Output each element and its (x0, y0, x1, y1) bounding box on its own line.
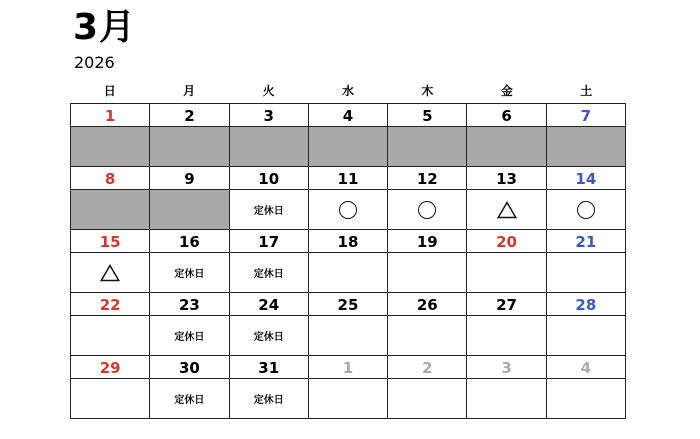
circle-icon (339, 201, 357, 219)
date-number: 24 (230, 293, 308, 316)
date-cell[interactable] (467, 356, 546, 419)
date-cell[interactable] (547, 293, 626, 356)
date-number: 10 (230, 167, 308, 190)
weekday-saturday: 土 (580, 84, 593, 98)
date-cell[interactable] (547, 230, 626, 293)
date-cell[interactable] (467, 230, 546, 293)
closed-day-label: 定休日 (253, 332, 284, 343)
date-shaded-block (71, 190, 149, 229)
circle-icon (418, 201, 436, 219)
date-number: 3 (230, 104, 308, 127)
weekday-header (70, 82, 626, 100)
date-cell[interactable] (547, 356, 626, 419)
date-status-area (150, 316, 228, 355)
closed-day-label: 定休日 (253, 206, 284, 217)
date-number: 5 (388, 104, 466, 127)
date-number: 1 (71, 104, 149, 127)
weekday-thursday: 木 (421, 84, 434, 98)
date-status-area (388, 316, 466, 355)
date-number: 1 (309, 356, 387, 379)
date-cell[interactable] (309, 230, 388, 293)
date-cell[interactable] (309, 167, 388, 230)
date-status-area (547, 379, 625, 418)
date-cell[interactable] (150, 230, 229, 293)
date-shaded-block (71, 127, 149, 166)
date-cell[interactable] (309, 356, 388, 419)
date-number: 30 (150, 356, 228, 379)
date-number: 4 (309, 104, 387, 127)
date-shaded-block (547, 127, 625, 166)
date-cell[interactable] (71, 293, 150, 356)
date-number: 2 (150, 104, 228, 127)
date-shaded-block (150, 127, 228, 166)
closed-day-label: 定休日 (253, 269, 284, 280)
date-number: 4 (547, 356, 625, 379)
date-number: 29 (71, 356, 149, 379)
date-cell[interactable] (388, 104, 467, 167)
date-cell[interactable] (150, 293, 229, 356)
date-cell[interactable] (71, 104, 150, 167)
date-shaded-block (309, 127, 387, 166)
date-cell[interactable] (71, 356, 150, 419)
date-number: 27 (467, 293, 545, 316)
date-shaded-block (467, 127, 545, 166)
date-status-area (467, 190, 545, 229)
weekday-wednesday: 水 (341, 84, 354, 98)
date-number: 6 (467, 104, 545, 127)
date-status-area (150, 253, 228, 292)
date-status-area (230, 316, 308, 355)
date-status-area (309, 253, 387, 292)
date-status-area (388, 379, 466, 418)
date-status-area (309, 379, 387, 418)
date-cell[interactable] (230, 104, 309, 167)
date-number: 25 (309, 293, 387, 316)
date-cell[interactable] (71, 167, 150, 230)
date-status-area (71, 253, 149, 292)
date-shaded-block (150, 190, 228, 229)
triangle-icon (497, 201, 517, 219)
date-number: 19 (388, 230, 466, 253)
date-number: 14 (547, 167, 625, 190)
date-status-area (467, 316, 545, 355)
weekday-friday: 金 (500, 84, 513, 98)
date-cell[interactable] (309, 104, 388, 167)
date-number: 9 (150, 167, 228, 190)
date-number: 13 (467, 167, 545, 190)
date-number: 17 (230, 230, 308, 253)
date-number: 12 (388, 167, 466, 190)
date-status-area (388, 190, 466, 229)
date-number: 23 (150, 293, 228, 316)
date-status-area (230, 190, 308, 229)
date-cell[interactable] (150, 167, 229, 230)
date-status-area (467, 379, 545, 418)
date-number: 7 (547, 104, 625, 127)
date-cell[interactable] (388, 356, 467, 419)
date-number: 16 (150, 230, 228, 253)
closed-day-label: 定休日 (174, 395, 205, 406)
date-number: 11 (309, 167, 387, 190)
date-status-area (388, 253, 466, 292)
date-cell[interactable] (467, 167, 546, 230)
date-cell[interactable] (230, 167, 309, 230)
weekday-tuesday: 火 (262, 84, 275, 98)
date-number: 18 (309, 230, 387, 253)
date-number: 3 (467, 356, 545, 379)
calendar-grid (70, 103, 626, 419)
date-cell[interactable] (547, 167, 626, 230)
date-shaded-block (388, 127, 466, 166)
date-status-area (309, 316, 387, 355)
weekday-monday: 月 (183, 84, 196, 98)
date-status-area (547, 316, 625, 355)
date-number: 26 (388, 293, 466, 316)
date-number: 2 (388, 356, 466, 379)
date-cell[interactable] (230, 230, 309, 293)
date-cell[interactable] (467, 104, 546, 167)
closed-day-label: 定休日 (174, 332, 205, 343)
date-status-area (230, 253, 308, 292)
date-number: 21 (547, 230, 625, 253)
date-number: 20 (467, 230, 545, 253)
date-number: 22 (71, 293, 149, 316)
date-cell[interactable] (309, 293, 388, 356)
circle-icon (577, 201, 595, 219)
date-cell[interactable] (150, 356, 229, 419)
date-status-area (467, 253, 545, 292)
date-shaded-block (230, 127, 308, 166)
date-number: 8 (71, 167, 149, 190)
date-status-area (150, 379, 228, 418)
date-status-area (71, 379, 149, 418)
date-cell[interactable] (150, 104, 229, 167)
date-cell[interactable] (230, 356, 309, 419)
date-cell[interactable] (547, 104, 626, 167)
date-status-area (309, 190, 387, 229)
date-cell[interactable] (71, 230, 150, 293)
closed-day-label: 定休日 (174, 269, 205, 280)
date-cell[interactable] (388, 230, 467, 293)
month-title: 3月 (73, 7, 137, 48)
weekday-sunday: 日 (103, 84, 116, 98)
date-cell[interactable] (388, 167, 467, 230)
date-status-area (230, 379, 308, 418)
closed-day-label: 定休日 (253, 395, 284, 406)
date-number: 28 (547, 293, 625, 316)
date-number: 31 (230, 356, 308, 379)
date-number: 15 (71, 230, 149, 253)
date-cell[interactable] (388, 293, 467, 356)
date-cell[interactable] (230, 293, 309, 356)
date-status-area (547, 253, 625, 292)
date-cell[interactable] (467, 293, 546, 356)
date-status-area (71, 316, 149, 355)
year-label: 2026 (74, 53, 115, 72)
triangle-icon (100, 264, 120, 282)
date-status-area (547, 190, 625, 229)
